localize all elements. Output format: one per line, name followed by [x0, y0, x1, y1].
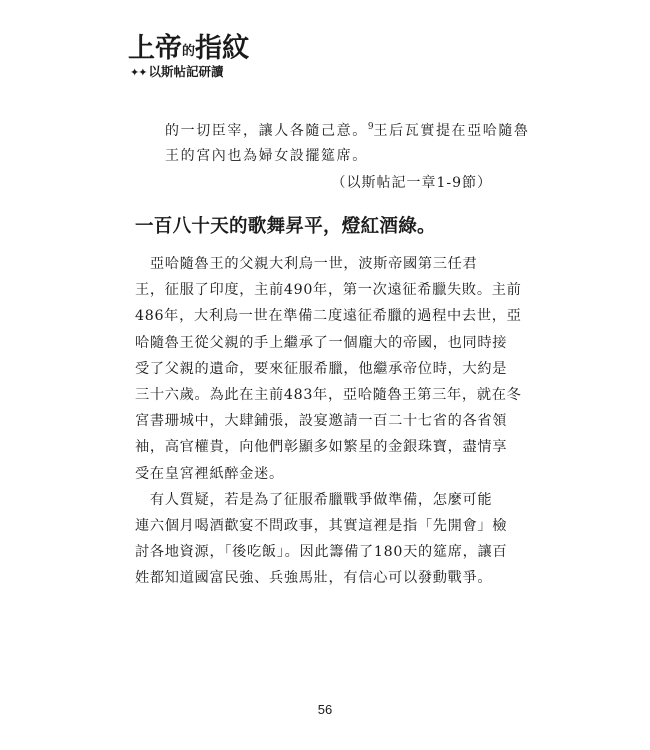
- page-number: 56: [317, 702, 333, 717]
- book-brand: [128, 26, 278, 79]
- book-subtitle-text: 以斯帖記研讀: [148, 64, 224, 79]
- verse-number: 9: [367, 122, 374, 132]
- sparkle-icon: ✦✦: [130, 66, 147, 79]
- paragraph-1-line: 袖，高官權貴，向他們彰顯多如繁星的金銀珠寶，盡情享: [135, 439, 508, 456]
- paragraph-2-line: 討各地資源，「後吃飯」。因此籌備了180天的筵席，讓百: [135, 544, 508, 561]
- quote-line-1-a: 的一切臣宰，讓人各隨己意。: [165, 123, 368, 139]
- book-subtitle: [130, 62, 223, 80]
- quote-line-1-b: 王后瓦實提在亞哈隨魯: [373, 123, 530, 139]
- quote-line-2: 王的宮內也為婦女設擺筵席。: [165, 148, 368, 164]
- book-title-small: 的: [182, 44, 196, 59]
- paragraph-2-line: 姓都知道國富民強、兵強馬壯，有信心可以發動戰爭。: [135, 570, 493, 587]
- book-title: [128, 26, 249, 65]
- paragraph-1-line: 亞哈隨魯王的父親大利烏一世，波斯帝國第三任君: [135, 256, 478, 272]
- quote-line-1: [165, 115, 530, 144]
- paragraph-1-line: 宮書珊城中，大肆鋪張，設宴邀請一百二十七省的各省領: [135, 413, 508, 430]
- paragraph-2-line: 有人質疑，若是為了征服希臘戰爭做準備，怎麼可能: [135, 491, 493, 508]
- paragraph-1-line: 哈隨魯王從父親的手上繼承了一個龐大的帝國，也同時接: [135, 334, 508, 351]
- book-title-main: 上帝: [128, 33, 182, 64]
- body-text: [135, 251, 522, 592]
- paragraph-2-line: 連六個月喝酒歡宴不問政事，其實這裡是指「先開會」檢: [135, 518, 508, 535]
- paragraph-1-line: 受了父親的遺命，要來征服希臘，他繼承帝位時，大約是: [135, 360, 508, 377]
- paragraph-1-line: 受在皇宮裡紙醉金迷。: [135, 465, 284, 482]
- paragraph-1-line: 三十六歲。為此在主前483年，亞哈隨魯王第三年，就在冬: [135, 387, 522, 404]
- paragraph-1-line: 486年，大利烏一世在準備二度遠征希臘的過程中去世，亞: [135, 308, 522, 325]
- book-title-end: 指紋: [195, 33, 250, 64]
- scripture-reference: （以斯帖記一章1-9節）: [331, 175, 492, 191]
- paragraph-1-line: 王，征服了印度，主前490年，第一次遠征希臘失敗。主前: [135, 282, 522, 299]
- scripture-quote: [165, 115, 530, 196]
- section-heading: 一百八十天的歌舞昇平，燈紅酒綠。: [135, 216, 436, 237]
